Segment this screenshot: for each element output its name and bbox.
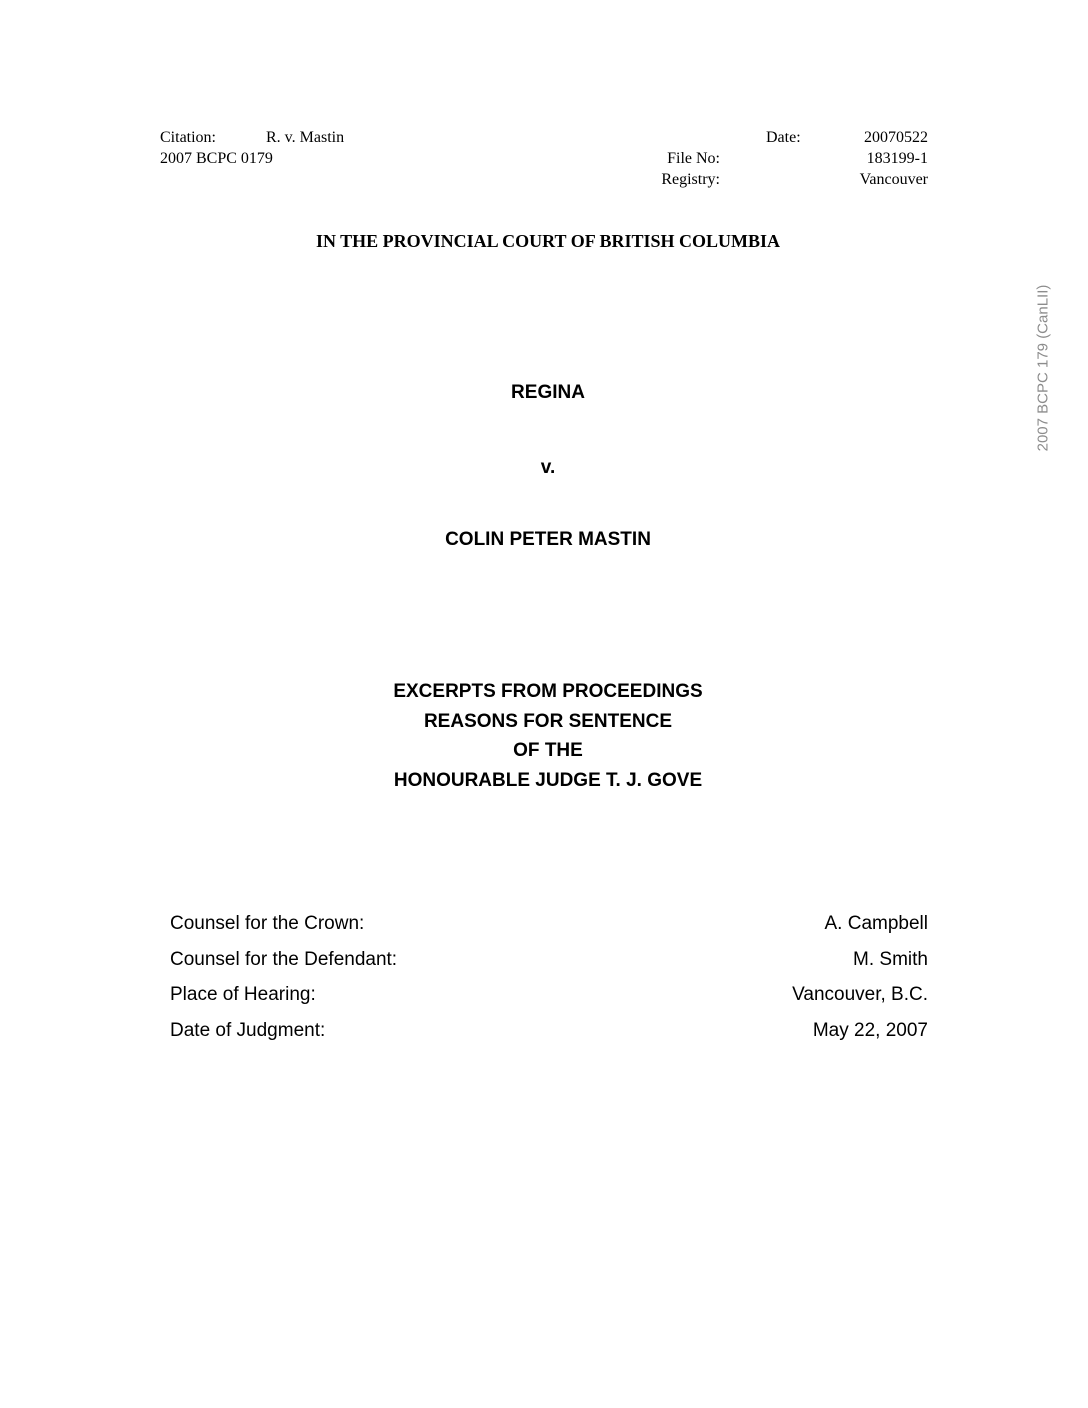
canlii-watermark: 2007 BCPC 179 (CanLII) [1034, 284, 1052, 452]
date-value: 20070522 [864, 129, 928, 146]
reasons-heading [0, 677, 1088, 795]
reasons-line: REASONS FOR SENTENCE [423, 710, 673, 732]
detail-label: Date of Judgment: [170, 1019, 326, 1041]
court-title: IN THE PROVINCIAL COURT OF BRITISH COLUMBIA [315, 231, 781, 251]
file-label: File No: [667, 150, 720, 167]
versus-text: v. [540, 457, 556, 478]
reasons-line: HONOURABLE JUDGE T. J. GOVE [393, 769, 703, 791]
reasons-line: OF THE [513, 740, 583, 761]
date-label: Date: [766, 129, 801, 146]
detail-value: M. Smith [853, 948, 928, 970]
neutral-citation: 2007 BCPC 0179 [160, 150, 273, 167]
detail-value: Vancouver, B.C. [792, 984, 928, 1005]
registry-value: Vancouver [859, 171, 928, 188]
citation-value: R. v. Mastin [266, 129, 345, 146]
detail-row-crown-counsel [170, 910, 928, 946]
detail-row-date-of-judgment [170, 1017, 928, 1053]
reasons-line: EXCERPTS FROM PROCEEDINGS [393, 681, 703, 702]
detail-label: Counsel for the Crown: [170, 913, 365, 934]
defendant-name: COLIN PETER MASTIN [445, 529, 651, 550]
registry-label: Registry: [661, 171, 720, 188]
case-details [170, 910, 928, 1052]
detail-row-defence-counsel [170, 946, 928, 982]
detail-value: May 22, 2007 [812, 1019, 928, 1041]
file-value: 183199-1 [866, 150, 928, 167]
detail-row-place-of-hearing [170, 981, 928, 1017]
plaintiff-name: REGINA [511, 382, 585, 403]
detail-label: Place of Hearing: [170, 984, 316, 1005]
detail-label: Counsel for the Defendant: [170, 948, 398, 970]
citation-label: Citation: [160, 129, 216, 146]
detail-value: A. Campbell [824, 913, 928, 934]
